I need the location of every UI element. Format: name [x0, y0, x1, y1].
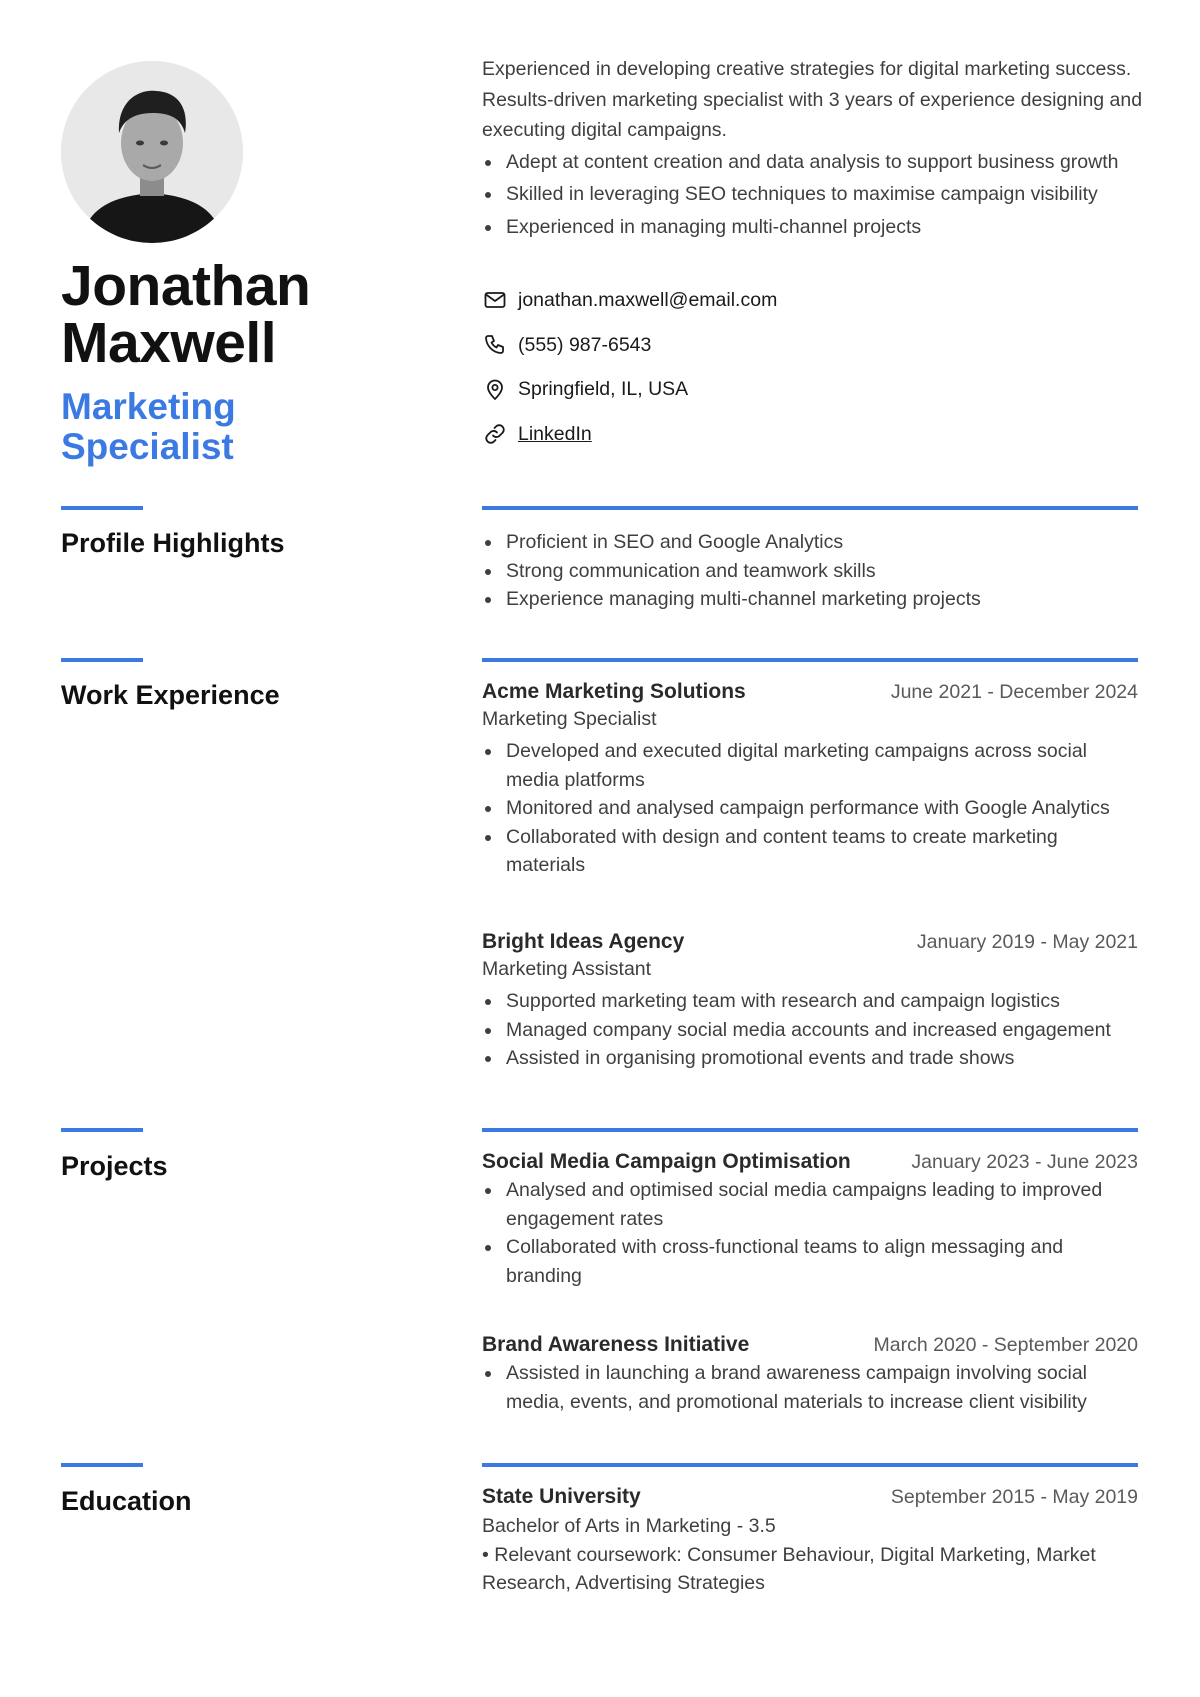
contact-linkedin[interactable] [482, 412, 982, 457]
section-divider [61, 1128, 143, 1132]
phone-text: (555) 987-6543 [518, 333, 652, 356]
section-divider [61, 506, 143, 510]
name-last: Maxwell [61, 311, 277, 375]
section-title-highlights: Profile Highlights [61, 528, 285, 558]
education-entry [482, 1485, 1138, 1598]
list-item: Experience managing multi-channel marketing projects [482, 585, 1138, 614]
list-item: Collaborated with cross-functional teams to align messaging and branding [482, 1233, 1138, 1290]
project-dates: January 2023 - June 2023 [911, 1151, 1138, 1173]
project-entry [482, 1150, 1138, 1290]
list-item: Strong communication and teamwork skills [482, 557, 1138, 586]
section-title-education: Education [61, 1486, 192, 1516]
school-name: State University [482, 1485, 641, 1508]
location-text: Springfield, IL, USA [518, 378, 689, 401]
list-item: Analysed and optimised social media campaigns leading to improved engagement rates [482, 1176, 1138, 1233]
location-pin-icon [482, 377, 508, 403]
mail-icon [482, 287, 508, 313]
section-divider [482, 1463, 1138, 1467]
education-dates: September 2015 - May 2019 [890, 1486, 1138, 1508]
person-portrait-icon [61, 61, 243, 243]
project-bullets [482, 1359, 1138, 1416]
list-item: Skilled in leveraging SEO techniques to maximise campaign visibility [482, 178, 1162, 211]
job-role: Marketing Specialist [482, 708, 657, 730]
project-name: Brand Awareness Initiative [482, 1333, 750, 1356]
job-dates: January 2019 - May 2021 [916, 931, 1138, 953]
list-item: Proficient in SEO and Google Analytics [482, 528, 1138, 557]
project-name: Social Media Campaign Optimisation [482, 1150, 851, 1173]
list-item: Supported marketing team with research and campaign logistics [482, 987, 1138, 1016]
section-divider [482, 658, 1138, 662]
email-text: jonathan.maxwell@email.com [518, 288, 778, 311]
job-bullets [482, 737, 1138, 880]
list-item: Adept at content creation and data analysis to support business growth [482, 146, 1162, 179]
list-item: Managed company social media accounts and increased engagement [482, 1016, 1138, 1045]
list-item: Experienced in managing multi-channel projects [482, 211, 1162, 244]
section-divider [61, 658, 143, 662]
job-title [61, 387, 401, 467]
phone-icon [482, 332, 508, 358]
summary-bullets [482, 146, 1162, 244]
list-item: Collaborated with design and content teams to create marketing materials [482, 823, 1138, 880]
profile-photo [61, 61, 243, 243]
contact-email[interactable] [482, 278, 982, 323]
project-header [482, 1333, 1138, 1357]
contact-phone[interactable] [482, 323, 982, 368]
job-title-line1: Marketing [61, 386, 236, 427]
company-name: Bright Ideas Agency [482, 930, 685, 953]
section-divider [482, 1128, 1138, 1132]
section-divider [61, 1463, 143, 1467]
summary-text: Experienced in developing creative strategies for digital marketing success. Results-driven marketing specialist with 3 years of experience designing and executing digital campaigns. [482, 58, 1143, 141]
list-item: Assisted in organising promotional events and trade shows [482, 1044, 1138, 1073]
section-title-projects: Projects [61, 1151, 168, 1181]
summary [482, 54, 1162, 243]
highlights-bullets [482, 528, 1138, 614]
section-title-experience: Work Experience [61, 680, 280, 710]
job-title-line2: Specialist [61, 426, 234, 467]
job-role: Marketing Assistant [482, 958, 652, 980]
job-dates: June 2021 - December 2024 [890, 681, 1138, 703]
company-name: Acme Marketing Solutions [482, 680, 746, 703]
name-first: Jonathan [61, 254, 311, 318]
job-bullets [482, 987, 1138, 1073]
job-header [482, 680, 1138, 704]
coursework: • Relevant coursework: Consumer Behaviour, Digital Marketing, Market Research, Advertising Strategies [482, 1543, 1096, 1594]
project-dates: March 2020 - September 2020 [873, 1334, 1138, 1356]
job-header [482, 930, 1138, 954]
project-bullets [482, 1176, 1138, 1290]
linkedin-link[interactable]: LinkedIn [518, 422, 592, 445]
list-item: Monitored and analysed campaign performance with Google Analytics [482, 794, 1138, 823]
education-header [482, 1485, 1138, 1509]
candidate-name [61, 254, 401, 375]
link-icon [482, 421, 508, 447]
project-header [482, 1150, 1138, 1174]
section-divider [482, 506, 1138, 510]
contact-list [482, 278, 982, 457]
degree: Bachelor of Arts in Marketing - 3.5 [482, 1515, 776, 1537]
list-item: Developed and executed digital marketing campaigns across social media platforms [482, 737, 1138, 794]
job-entry [482, 680, 1138, 880]
project-entry [482, 1333, 1138, 1416]
contact-location [482, 367, 982, 412]
list-item: Assisted in launching a brand awareness campaign involving social media, events, and promotional materials to increase client visibility [482, 1359, 1138, 1416]
highlights-content [482, 528, 1138, 614]
job-entry [482, 930, 1138, 1073]
